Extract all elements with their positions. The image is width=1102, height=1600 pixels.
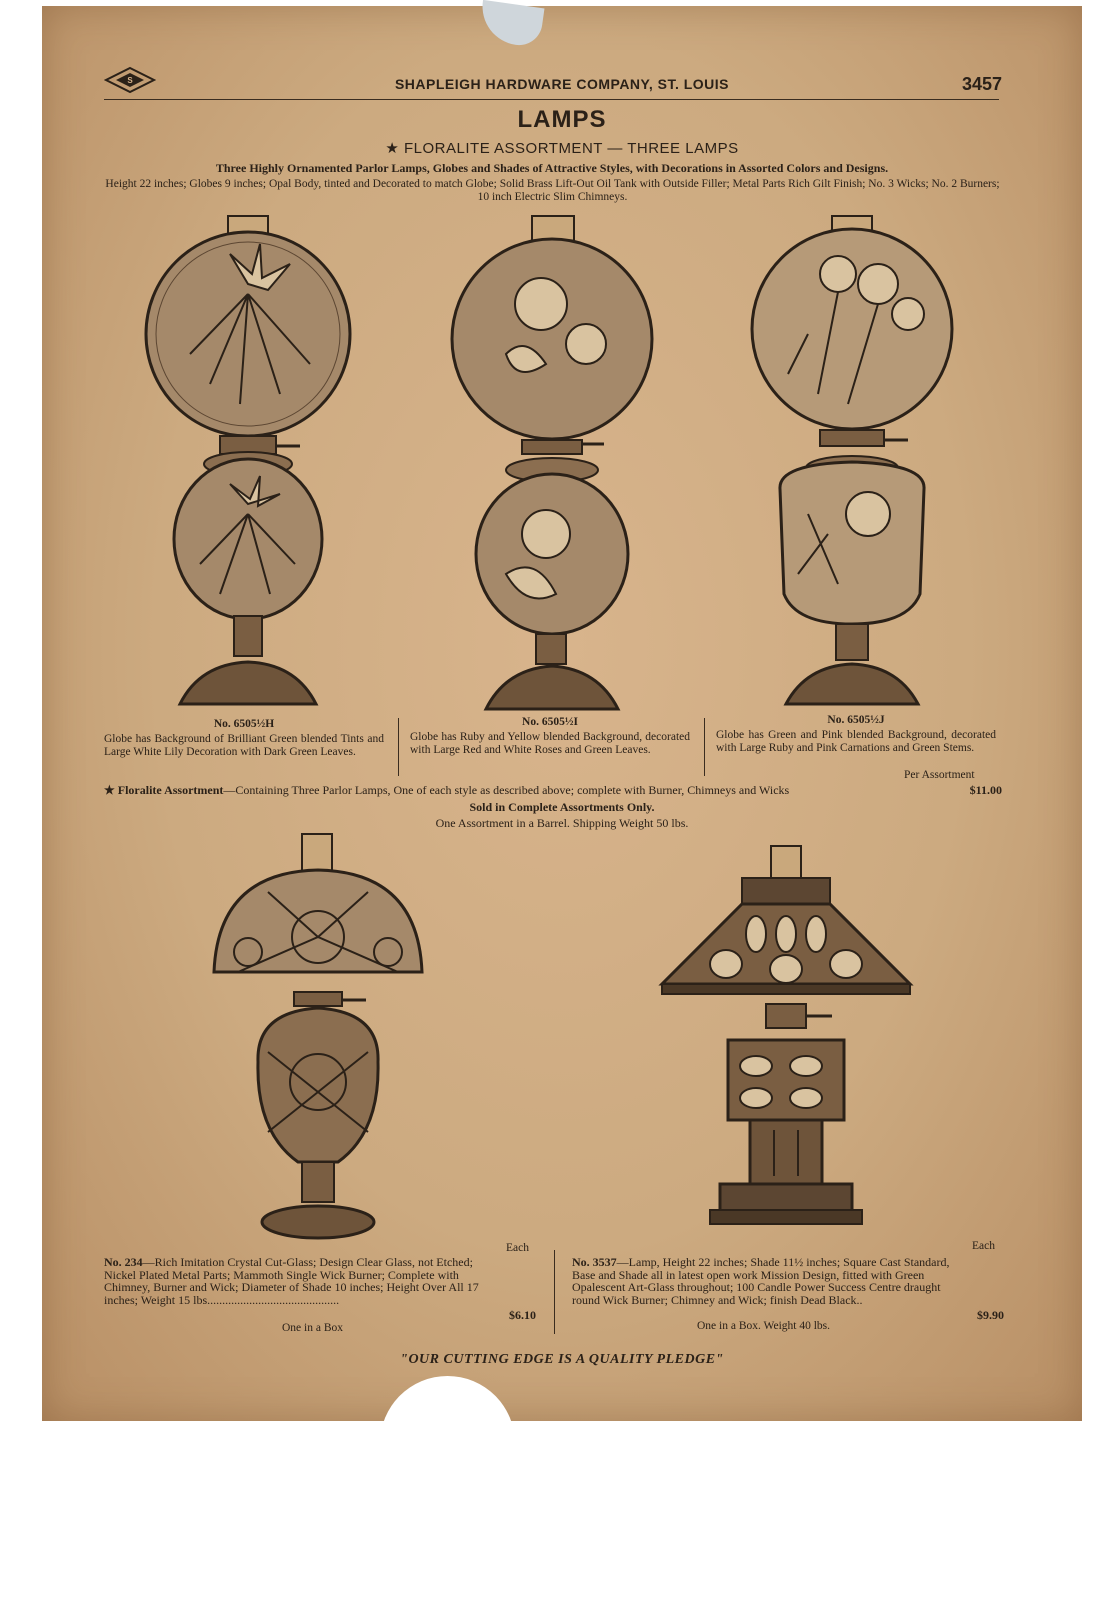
spec-text: Height 22 inches; Globes 9 inches; Opal Body, tinted and Decorated to match Globe; Solid Brass Lift-Out Oil Tank with Outside Filler; Metal Parts Rich Gilt Finish; No. 3 Wicks; No. 2 Burners; 10 inch Electric Slim Chimneys.: [105, 178, 1000, 203]
product-234-packing: One in a Box: [282, 1322, 344, 1334]
lamp-6505j-caption: [716, 714, 996, 755]
each-label: Each: [506, 1242, 529, 1254]
sold-note: Sold in Complete Assortments Only.: [469, 800, 655, 814]
page-number: 3457: [961, 74, 1002, 94]
lamp-number: No. 6505½I: [522, 716, 578, 728]
column-divider: [398, 718, 399, 776]
lamp-6505j-illustration: [748, 214, 968, 714]
lamp-3537-illustration: [656, 844, 916, 1244]
column-divider: [704, 718, 705, 776]
product-text: —Lamp, Height 22 inches; Shade 11½ inches; Square Cast Standard, Base and Shade all in latest open work Mission Design, fitted with Green Opalescent Art-Glass throughout; 100 Candle Power Success Centre draught round Wick Burner; Chimney and Wick; finish Dead Black..: [572, 1255, 950, 1307]
header-rule: [104, 99, 999, 100]
lamp-6505h-caption: [104, 718, 384, 759]
lamp-description: Globe has Background of Brilliant Green blended Tints and Large White Lily Decoration with Dark Green Leaves.: [104, 733, 384, 758]
lamp-6505i-illustration: [446, 214, 666, 714]
lamp-description: Globe has Ruby and Yellow blended Background, decorated with Large Red and White Roses and Green Leaves.: [410, 731, 690, 756]
lamp-234-illustration: [208, 832, 428, 1242]
diamond-logo-icon: [104, 66, 156, 94]
product-3537-price: $9.90: [977, 1308, 1004, 1322]
product-3537-description: [572, 1256, 968, 1306]
assortment-price: $11.00: [969, 783, 1002, 797]
section-subtitle: ★ FLORALITE ASSORTMENT — THREE LAMPS: [385, 140, 739, 157]
assortment-lead: ★ Floralite Assortment: [104, 783, 224, 797]
product-number: No. 3537: [572, 1255, 617, 1269]
product-3537-packing: One in a Box. Weight 40 lbs.: [697, 1320, 831, 1332]
lamp-number: No. 6505½H: [213, 718, 275, 730]
lamp-description: Globe has Green and Pink blended Background, decorated with Large Ruby and Pink Carnations and Green Stems.: [716, 729, 996, 754]
column-divider: [554, 1250, 555, 1334]
lamp-6505h-illustration: [140, 214, 360, 714]
catalog-page: [42, 6, 1082, 1421]
each-label: Each: [972, 1240, 995, 1252]
assortment-text: —Containing Three Parlor Lamps, One of each style as described above; complete with Burner, Chimneys and Wicks: [223, 783, 790, 797]
product-text: —Rich Imitation Crystal Cut-Glass; Design Clear Glass, not Etched; Nickel Plated Metal Parts; Mammoth Single Wick Burner; Complete with Chimney, Burner and Wick; Diameter of Shade 10 inches; Height Over All 17 inches; Weight 15 lbs............................................: [104, 1255, 479, 1307]
svg-text:S: S: [127, 76, 133, 85]
product-number: No. 234: [104, 1255, 143, 1269]
product-234-price: $6.10: [509, 1308, 536, 1322]
shipping-note: One Assortment in a Barrel. Shipping Weight 50 lbs.: [435, 816, 689, 830]
slogan-footer: "OUR CUTTING EDGE IS A QUALITY PLEDGE": [400, 1352, 724, 1367]
product-234-description: [104, 1256, 499, 1306]
intro-text: Three Highly Ornamented Parlor Lamps, Globes and Shades of Attractive Styles, with Decorations in Assorted Colors and Designs.: [215, 161, 889, 175]
assortment-line: [104, 783, 1004, 798]
lamp-number: No. 6505½J: [827, 714, 885, 726]
per-assortment-label: Per Assortment: [904, 769, 975, 781]
torn-corner: [478, 0, 545, 48]
page-title: LAMPS: [517, 106, 607, 133]
torn-bottom-edge: [380, 1376, 515, 1456]
company-name: SHAPLEIGH HARDWARE COMPANY, ST. LOUIS: [394, 76, 730, 92]
lamp-6505i-caption: [410, 716, 690, 757]
